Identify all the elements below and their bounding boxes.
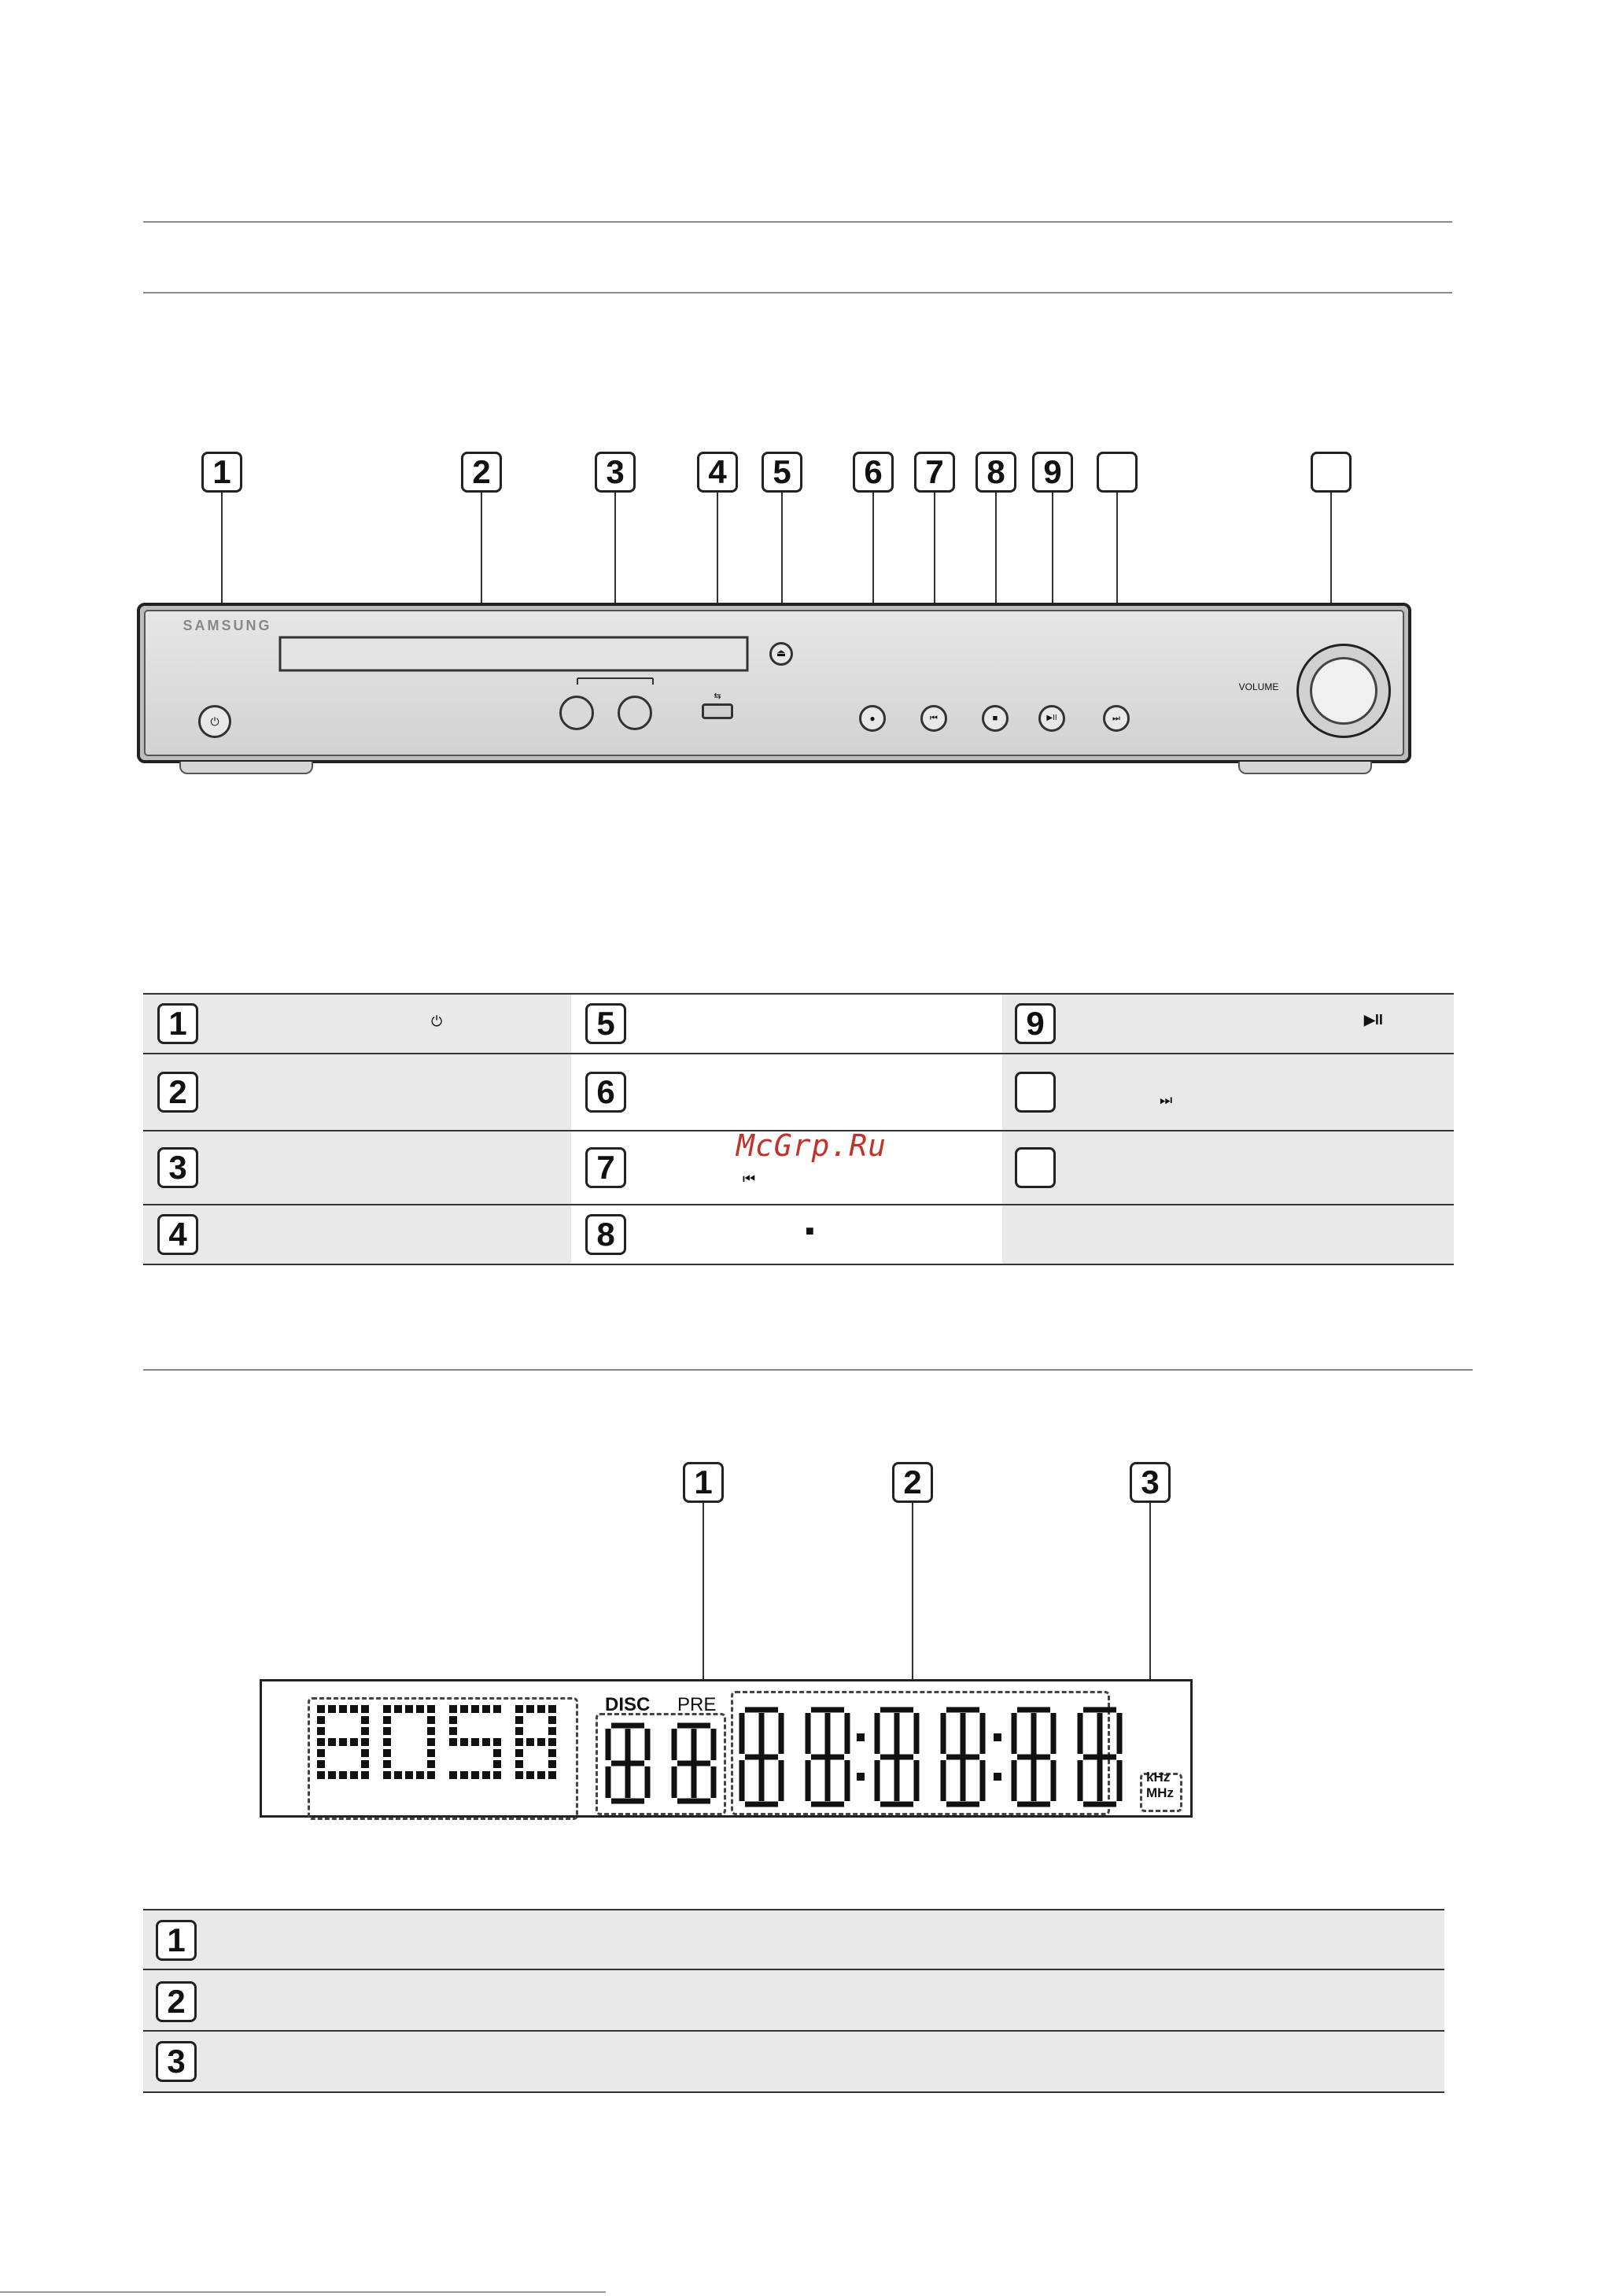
table-cell-3 [143, 1131, 571, 1204]
callout-badge-1: 1 [201, 452, 242, 493]
skip-forward-icon: ⏭ [1112, 714, 1120, 723]
volume-knob-inner [1310, 657, 1377, 725]
callout-badge-6: 6 [853, 452, 894, 493]
callout-badge-11 [1311, 452, 1352, 493]
table-badge-7: 7 [585, 1147, 626, 1188]
table-badge-9: 9 [1015, 1003, 1056, 1044]
usb-port[interactable] [702, 703, 733, 719]
play-pause-symbol: ▶II [1364, 1012, 1383, 1028]
table-cell-11 [1002, 1131, 1454, 1204]
display-callout-2: 2 [892, 1462, 933, 1503]
table-cell-12 [1002, 1205, 1454, 1264]
stop-symbol: ■ [806, 1223, 814, 1238]
callout-badge-8: 8 [975, 452, 1016, 493]
callout-badge-7: 7 [914, 452, 955, 493]
function-dot-icon: ● [869, 713, 876, 724]
skip-forward-symbol: ⏭ [1160, 1092, 1173, 1108]
table-badge-3: 3 [157, 1147, 198, 1188]
power-icon: ⏻ [210, 715, 219, 728]
table-badge-5: 5 [585, 1003, 626, 1044]
callout-badge-3: 3 [595, 452, 636, 493]
display-callout-1: 1 [683, 1462, 724, 1503]
table-cell-6 [573, 1054, 1001, 1130]
display-table-row-1 [143, 1910, 1444, 1969]
pre-label: PRE [677, 1694, 717, 1715]
volume-knob[interactable] [1296, 644, 1391, 738]
eject-icon: ⏏ [776, 647, 787, 659]
display-table-badge-1: 1 [156, 1920, 197, 1961]
table-badge-1: 1 [157, 1003, 198, 1044]
table-badge-11 [1015, 1147, 1056, 1188]
mhz-label: MHz [1146, 1785, 1174, 1800]
display-table-badge-2: 2 [156, 1981, 197, 2022]
skip-back-icon: ⏮ [930, 714, 938, 723]
play-pause-icon: ▶II [1046, 714, 1057, 722]
table-bottom-rule [143, 1264, 1454, 1265]
callout-badge-9: 9 [1032, 452, 1073, 493]
table-row-rule-1 [143, 1053, 1454, 1054]
device-body-outline [137, 603, 1411, 763]
front-display-panel [260, 1679, 1193, 1818]
display-leader-1 [703, 1503, 704, 1687]
input-jack-right[interactable] [618, 696, 652, 730]
segment-digits [600, 1702, 1143, 1812]
table-cell-10 [1002, 1054, 1454, 1130]
table-cell-4 [143, 1205, 571, 1264]
device-foot-left [179, 762, 313, 774]
display-callout-3: 3 [1130, 1462, 1171, 1503]
usb-icon: ⇆ [714, 692, 721, 701]
table-row-rule-3 [143, 1204, 1454, 1205]
device-foot-right [1238, 762, 1372, 774]
bottom-edge-rule [0, 2291, 606, 2293]
top-rule-1 [143, 221, 1452, 223]
table-cell-9 [1002, 995, 1454, 1053]
display-table-bottom-rule [143, 2091, 1444, 2093]
table-badge-4: 4 [157, 1214, 198, 1255]
table-badge-2: 2 [157, 1072, 198, 1113]
table-badge-8: 8 [585, 1214, 626, 1255]
input-jack-left[interactable] [559, 696, 594, 730]
callout-badge-5: 5 [762, 452, 802, 493]
display-table-badge-3: 3 [156, 2041, 197, 2082]
callout-badge-4: 4 [697, 452, 738, 493]
table-cell-5 [573, 995, 1001, 1053]
dot-matrix-characters [317, 1705, 569, 1807]
stop-icon: ■ [992, 714, 998, 723]
table-cell-8 [573, 1205, 1001, 1264]
display-leader-2 [912, 1503, 913, 1690]
power-symbol: ⏻ [431, 1013, 443, 1029]
top-rule-2 [143, 292, 1452, 293]
watermark-text: McGrp.Ru [736, 1128, 887, 1163]
table-cell-2 [143, 1054, 571, 1130]
disc-label: DISC [605, 1694, 651, 1715]
display-table-row-3 [143, 2032, 1444, 2091]
volume-label: VOLUME [1238, 681, 1279, 692]
brand-logo: SAMSUNG [183, 618, 272, 633]
display-section-rule [143, 1369, 1473, 1371]
home-theater-front-panel [137, 603, 1411, 763]
callout-badge-10 [1097, 452, 1138, 493]
table-badge-10 [1015, 1072, 1056, 1113]
khz-label: kHz [1146, 1770, 1171, 1785]
display-table-row-2 [143, 1970, 1444, 2030]
callout-badge-2: 2 [461, 452, 502, 493]
table-cell-1 [143, 995, 571, 1053]
skip-back-symbol: ⏮ [743, 1171, 756, 1187]
table-badge-6: 6 [585, 1072, 626, 1113]
